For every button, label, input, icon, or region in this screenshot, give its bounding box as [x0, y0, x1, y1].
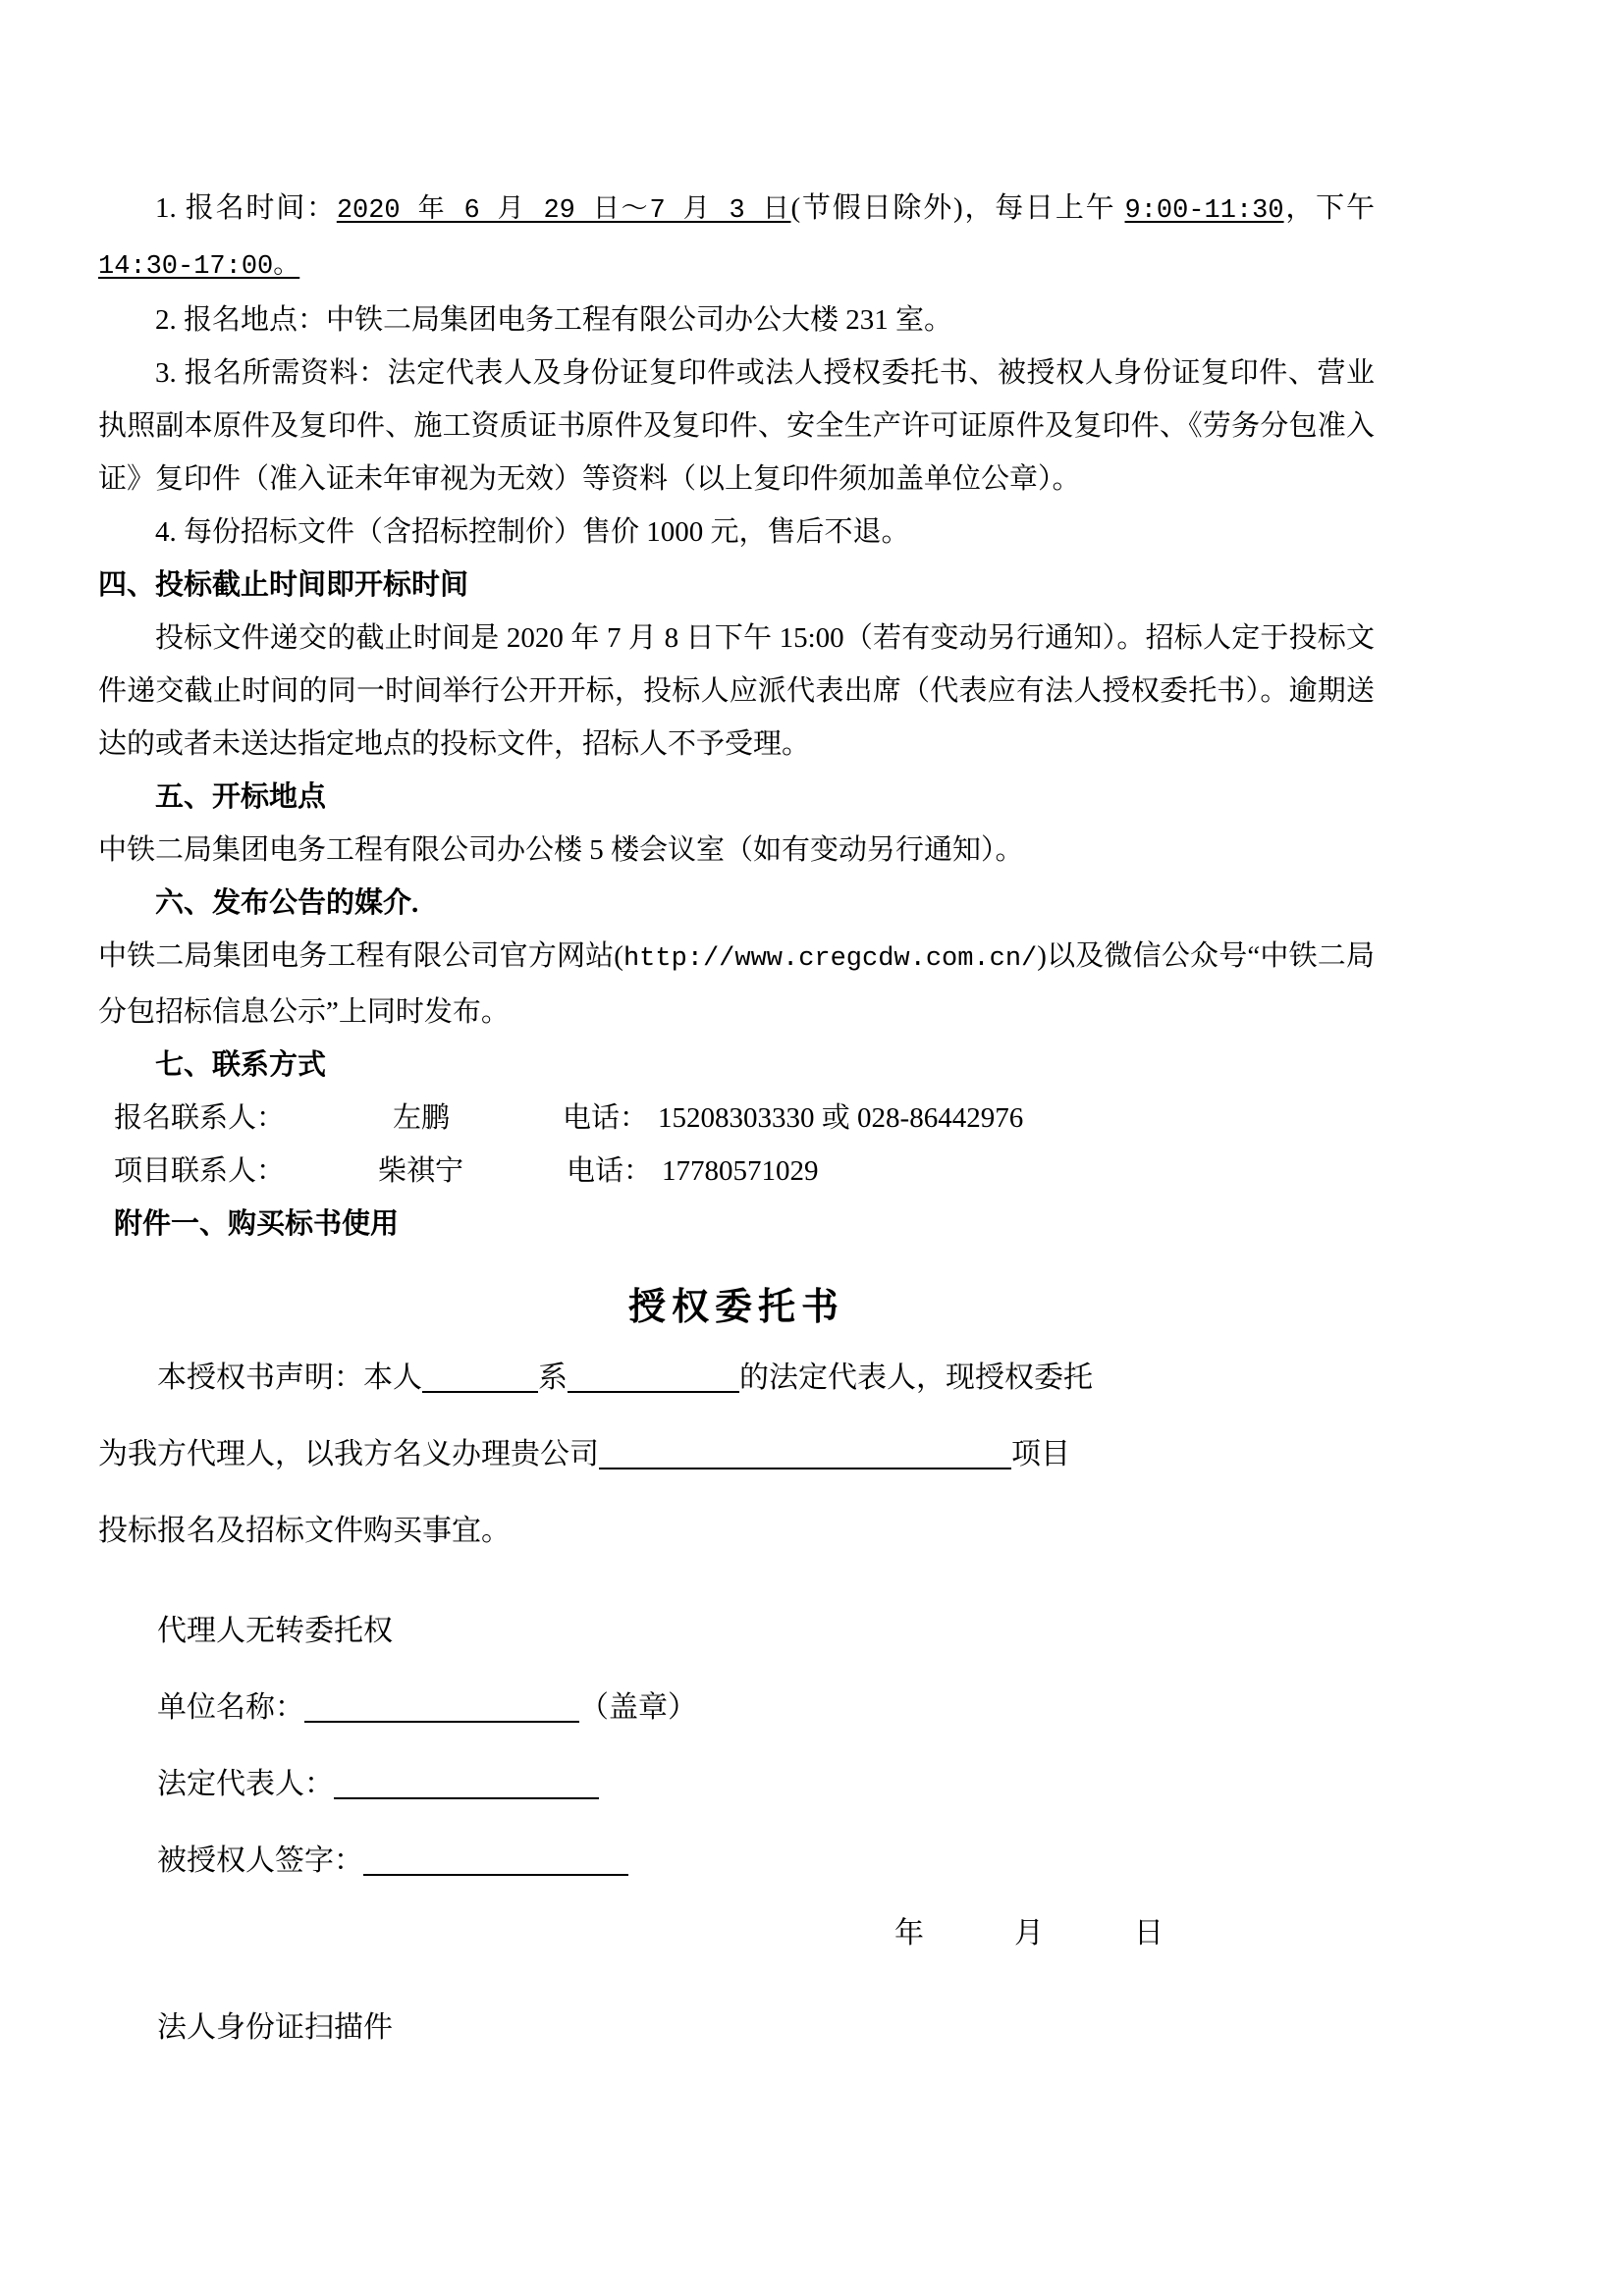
contact-name-project: 柴祺宁	[378, 1155, 464, 1187]
registration-afternoon-hours: 14:30-17:00。	[98, 252, 300, 282]
authorization-line-2	[98, 1416, 1375, 1493]
document-content	[98, 182, 1375, 2066]
official-website-url: http://www.cregcdw.com.cn/	[623, 944, 1038, 974]
contact-phone-label-project: 电话：	[567, 1155, 653, 1187]
contact-name-registration: 左鹏	[393, 1102, 451, 1134]
legal-rep-blank	[334, 1768, 599, 1799]
footer-note-id-scan: 法人身份证扫描件	[157, 2011, 393, 2044]
contact-phone-project: 17780571029	[662, 1155, 819, 1187]
authorization-letter-title: 授权委托书	[627, 1287, 844, 1328]
contact-label-registration: 报名联系人：	[114, 1102, 286, 1134]
heading-section-five: 五、开标地点	[155, 781, 327, 813]
paragraph-required-materials: 3. 报名所需资料：法定代表人及身份证复印件或法人授权委托书、被授权人身份证复印件、营业执照副本原件及复印件、施工资质证书原件及复印件、安全生产许可证原件及复印件、《劳务分包准入证》复印件（准入证未年审视为无效）等资料（以上复印件须加盖单位公章）。	[98, 357, 1375, 495]
auth-text-2a: 为我方代理人，以我方名义办理贵公司	[98, 1438, 599, 1470]
authorized-person-blank	[363, 1844, 628, 1876]
contact-row-project	[98, 1145, 1375, 1198]
legal-rep-label: 法定代表人：	[157, 1768, 334, 1800]
unit-seal-text: （盖章）	[579, 1691, 697, 1724]
registration-morning-hours: 9:00-11:30	[1124, 196, 1284, 226]
heading-section-seven: 七、联系方式	[155, 1049, 327, 1081]
auth-blank-person	[422, 1362, 538, 1393]
heading-attachment-one: 附件一、购买标书使用	[114, 1208, 400, 1240]
unit-name-row	[98, 1670, 1375, 1746]
contact-row-registration	[98, 1092, 1375, 1145]
contact-phone-registration: 15208303330 或 028-86442976	[658, 1102, 1024, 1134]
unit-name-blank	[304, 1691, 579, 1723]
auth-blank-project	[599, 1438, 1011, 1469]
date-month-label: 月	[1014, 1917, 1044, 1949]
paragraph-registration-time: 1. 报名时间：2020 年 6 月 29 日～7 月 3 日(节假日除外)，每日上午 9:00-11:30，下午 14:30-17:00。	[98, 192, 1375, 282]
contact-label-project: 项目联系人：	[114, 1155, 286, 1187]
authorized-person-label: 被授权人签字：	[157, 1844, 363, 1877]
date-year-label: 年	[894, 1917, 924, 1949]
authorization-line-3: 投标报名及招标文件购买事宜。	[98, 1515, 511, 1547]
heading-section-six: 六、发布公告的媒介.	[155, 887, 419, 919]
media-text-after: )以及微信公众号“中铁二局分包招标信息公示”上同时发布。	[98, 940, 1375, 1028]
authorization-line-1	[98, 1340, 1375, 1416]
contact-phone-label-registration: 电话：	[563, 1102, 649, 1134]
auth-text-1c: 的法定代表人，现授权委托	[739, 1362, 1093, 1394]
authorized-person-row	[98, 1823, 1375, 1899]
legal-rep-row	[98, 1746, 1375, 1823]
paragraph-section-six-body	[98, 930, 1375, 1039]
paragraph-document-price: 4. 每份招标文件（含招标控制价）售价 1000 元，售后不退。	[155, 516, 910, 548]
auth-text-1b: 系	[538, 1362, 568, 1394]
date-day-label: 日	[1134, 1917, 1164, 1949]
paragraph-section-four-body: 投标文件递交的截止时间是 2020 年 7 月 8 日下午 15:00（若有变动另行通知）。招标人定于投标文件递交截止时间的同一时间举行公开开标，投标人应派代表出席（代表应有法人授权委托书）。逾期送达的或者未送达指定地点的投标文件，招标人不予受理。	[98, 622, 1375, 760]
heading-section-four: 四、投标截止时间即开标时间	[98, 569, 469, 601]
signature-date-row	[98, 1899, 1375, 1968]
paragraph-section-five-body: 中铁二局集团电务工程有限公司办公楼 5 楼会议室（如有变动另行通知）。	[98, 834, 1024, 866]
registration-date-range: 2020 年 6 月 29 日～7 月 3 日	[336, 196, 791, 226]
media-text-before: 中铁二局集团电务工程有限公司官方网站(	[98, 940, 623, 972]
auth-blank-company	[568, 1362, 739, 1393]
auth-text-1a: 本授权书声明：本人	[157, 1362, 422, 1394]
auth-text-2b: 项目	[1011, 1438, 1070, 1470]
paragraph-registration-place: 2. 报名地点：中铁二局集团电务工程有限公司办公大楼 231 室。	[155, 304, 953, 336]
no-transfer-note: 代理人无转委托权	[157, 1615, 393, 1647]
unit-name-label: 单位名称：	[157, 1691, 304, 1724]
